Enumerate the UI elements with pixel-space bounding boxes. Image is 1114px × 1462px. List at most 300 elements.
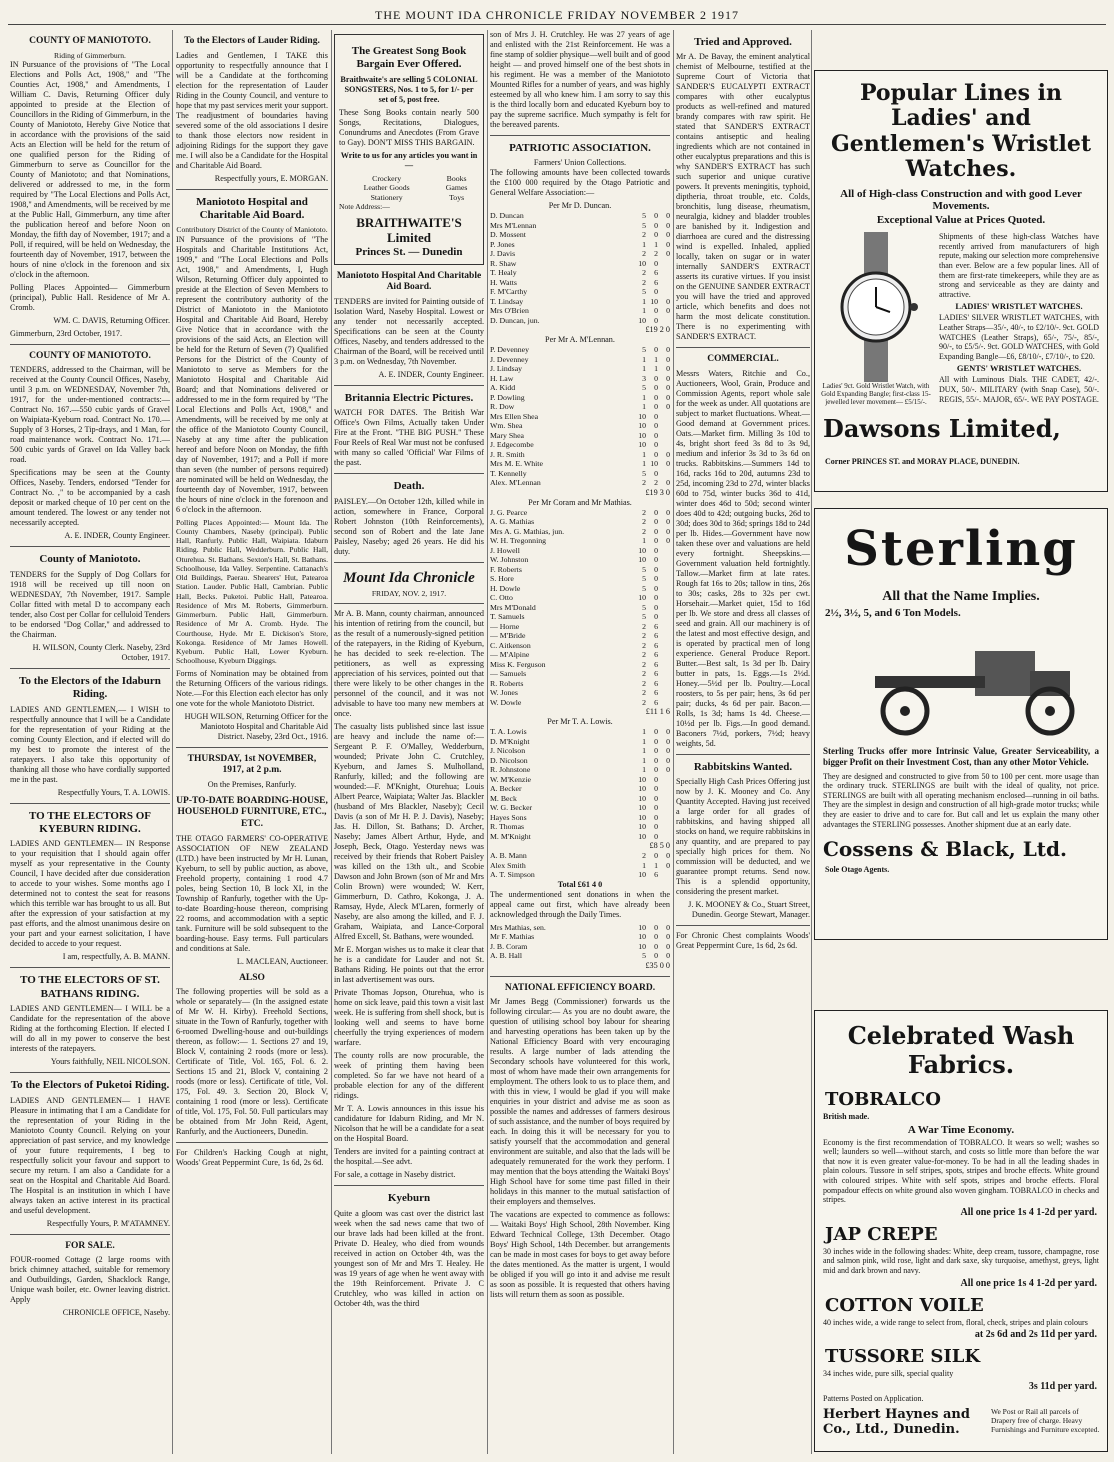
table-row: [490, 345, 670, 355]
ad-brand: Dawsons Limited,: [823, 414, 1061, 444]
amount-cell: 1: [654, 860, 658, 870]
donor-name: — Horne: [490, 621, 520, 631]
amount-cell: 0: [666, 526, 670, 536]
amount-cell: [658, 546, 670, 556]
ad-text: 30 inches wide in the following shades: White, deep cream, tussore, champagne, rose and salmon pink, wild rose, light and dark saxe, sky turquoise, amethyst, greys, light mid and dark brown and navy.: [823, 1246, 1099, 1275]
donor-name: A. Becker: [490, 784, 522, 794]
notice-body: TENDERS are invited for Painting outside of Isolation Ward, Naseby Hospital. Lowest or any tender not necessarily accepted. Specifications can be seen at the County Offices, Naseby, and tenders addressed to the Chairman of the Board, will be received until 3 p.m. on Wednesday, 7th November.: [334, 296, 484, 366]
ad-subheading: 2½, 3½, 5, and 6 Ton Models.: [825, 607, 961, 619]
divider: [676, 754, 810, 755]
amount-cell: 2: [642, 851, 646, 861]
news-paragraph: Mr A. B. Mann, county chairman, announced his intention of retiring from the council, but as the result of a numerously-signed petition of the ratepayers, in the Riding of Kyeburn, he has decided to seek re-election. The petitioners, as well as expressing appreciation of his services, pointed out that there were likely to be other changes in the personnel of the council, and it was not advisable to have too many new members at once.: [334, 609, 484, 719]
amount-cell: 1: [642, 736, 646, 746]
amount-cell: [658, 565, 670, 575]
amount-cell: 0: [654, 345, 658, 355]
donor-name: Alex Smith: [490, 860, 526, 870]
donor-name: Mr F. Mathias: [490, 932, 535, 942]
amount-cell: 1: [642, 860, 646, 870]
notice-heading: To the Electors of the Idaburn Riding.: [19, 674, 161, 701]
notice-body: Polling Places Appointed— Gimmerburn (principal), Public Hall. Residence of Mr A. Cromb.: [10, 282, 170, 312]
donor-name: H. Watts: [490, 277, 517, 287]
amount-cell: 10: [638, 803, 646, 813]
amount-cell: 10: [638, 870, 646, 880]
amount-cell: 5: [642, 564, 646, 574]
amount-cell: 0: [654, 430, 658, 440]
amount-cell: [658, 412, 670, 422]
table-row: [490, 612, 670, 622]
news-paragraph: Specially High Cash Prices Offering just now by J. K. Mooney and Co. Any Quantity Accepted. Having just received a large order for all grades of rabbitskins, and having shipped all stocks on hand, we require rabbitskins in any quantity, and are prepared to pay specially high prices for them. No commission will be deducted, and we guarantee prompt returns. Send now. This is a splendid opportunity, considering the present market.: [676, 777, 810, 897]
amount-cell: 0: [666, 249, 670, 259]
signature: Respectfully yours, E. MORGAN.: [214, 173, 328, 183]
amount-cell: [658, 421, 670, 431]
notice-subheading: On the Premises, Ranfurly.: [207, 779, 297, 789]
amount-cell: 0: [654, 941, 658, 951]
notice-body: LADIES AND GENTLEMEN,— I WISH to respectfully announce that I will be a Candidate for the representation of your Riding at the coming County Election, and if elected will do my best to promote the interest of the ratepayers. I also take this opportunity of thanking all those who have cordially supported me in the past.: [10, 704, 170, 784]
ad-text: 34 inches wide, pure silk, special quality: [823, 1369, 954, 1379]
ad-agent-note: Sole Otago Agents.: [825, 865, 890, 875]
amount-cell: 5: [642, 574, 646, 584]
list-total: £19 2 0: [645, 325, 670, 335]
notice-heading: Maniototo Hospital and Charitable Aid Board.: [196, 195, 308, 221]
amount-cell: [658, 698, 670, 708]
amount-cell: 0: [666, 306, 670, 316]
table-row: [490, 574, 670, 584]
news-paragraph: For sale, a cottage in Naseby district.: [334, 1170, 456, 1180]
news-paragraph: Mr T. A. Lowis announces in this issue his candidature for Idaburn Riding, and Mr N. Nicolson that he will be a candidate for a seat on the Hospital Board.: [334, 1104, 484, 1144]
table-row: [490, 951, 670, 961]
table-row: [490, 679, 670, 689]
donor-name: Wm. Shea: [490, 421, 523, 431]
amount-cell: 0: [654, 507, 658, 517]
amount-cell: 0: [654, 211, 658, 221]
column-4: [490, 30, 670, 1454]
divider: [490, 976, 670, 977]
amount-cell: [658, 784, 670, 794]
amount-cell: 0: [666, 922, 670, 932]
masthead: THE MOUNT IDA CHRONICLE FRIDAY NOVEMBER 2 1917: [375, 8, 739, 22]
donor-name: Mrs M. E. White: [490, 459, 543, 469]
amount-cell: 10: [638, 545, 646, 555]
table-row: [490, 459, 670, 469]
amount-cell: 0: [666, 727, 670, 737]
donor-name: J. Davis: [490, 249, 516, 259]
amount-cell: 5: [642, 287, 646, 297]
list-item: Toys: [449, 192, 465, 202]
table-row: [490, 536, 670, 546]
ad-subheading: All of High-class Construction and with good Lever Movements.: [840, 188, 1082, 213]
amount-cell: 2: [654, 249, 658, 259]
ad-text: Patterns Posted on Application.: [823, 1393, 924, 1403]
amount-cell: 6: [654, 621, 658, 631]
amount-cell: 0: [666, 392, 670, 402]
table-row: [490, 374, 670, 384]
list-total: £8 5 0: [649, 841, 670, 851]
notice-body: LADIES AND GENTLEMEN— I HAVE Pleasure in intimating that I am a Candidate for the representation of your Riding in the Maniototo County Council. Relying on your appreciation of past service, and my knowledge of your future requirements, I beg to respectfully solicit your favour and support to secure my return. I am also a Candidate for a seat on the Hospital and Charitable Aid Board. The Hospital is an institution in which I have always taken an active interest in its practical and useful development.: [10, 1095, 170, 1215]
donor-name: J. Nicolson: [490, 746, 526, 756]
fabric-name: JAP CREPE: [825, 1223, 938, 1245]
table-row: [490, 393, 670, 403]
amount-cell: 2: [642, 669, 646, 679]
notice-body: Polling Places Appointed:— Mount Ida. The County Chambers, Naseby (principal). Public Hall, Ranfurly. Public Hall, Waipiata. Idaburn Riding. Public Hall, Wedderburn. Public Hall, Oturehua. St. Bathans. Sexton's Hall, St. Bathans. Schoolhouse, Ida Valley. Serpentine. Cattanach's Old Buildings, Paerau. Shearers' Hut, Patearoa Station. Lauder. Public Hall, Cambrian. Public Hall, Becks. Puketoi. Public Hall, Patearoa. Residence of Mrs M. Roberts, Gimmerburn. Gimmerburn. Public Hall, Gimmerburn. Residence of Mr A. Cromb. Hyde. The Courthouse, Hyde. Mr E. Dickison's Store, Kokonga. Residence of Mr James Howell. Kyeburn. Public Hall, Lower Kyeburn. Schoolhouse, Kyeburn Diggings.: [176, 517, 328, 666]
donor-name: D. M'Knight: [490, 736, 530, 746]
amount-cell: 0: [654, 727, 658, 737]
amount-cell: 2: [642, 277, 646, 287]
amount-cell: 0: [666, 478, 670, 488]
column-1: [10, 30, 170, 1454]
donor-name: D. Duncan: [490, 211, 524, 221]
amount-cell: 2: [642, 526, 646, 536]
amount-cell: 5: [642, 602, 646, 612]
amount-cell: 6: [654, 870, 658, 880]
donor-name: A. B. Hall: [490, 951, 523, 961]
ad-text: British made.: [823, 1112, 870, 1121]
table-row: [490, 794, 670, 804]
amount-cell: 0: [666, 951, 670, 961]
donor-name: W. Johnston: [490, 555, 529, 565]
donor-name: W. Dowle: [490, 697, 522, 707]
amount-cell: 0: [666, 449, 670, 459]
amount-cell: 0: [654, 411, 658, 421]
amount-cell: 6: [654, 697, 658, 707]
table-row: [490, 249, 670, 259]
watch-caption: Ladies' 9ct. Gold Wristlet Watch, with Gold Expanding Bangle; first-class 15-jewelled lever movement— £5/15/-.: [821, 382, 931, 407]
table-row: [490, 832, 670, 842]
notice-heading: Kyeburn: [387, 1192, 431, 1205]
notice-heading: NATIONAL EFFICIENCY BOARD.: [504, 982, 656, 993]
divider: [10, 546, 170, 547]
amount-cell: 0: [666, 296, 670, 306]
divider: [176, 189, 328, 190]
amount-cell: 10: [638, 831, 646, 841]
donor-name: W. H. Tregonning: [490, 536, 547, 546]
news-paragraph: Messrs Waters, Ritchie and Co., Auctioneers, Wool, Grain, Produce and Commission Agents, report whole sale for the week as under. All quotations are subject to market fluctuations. Wheat.—Good demand at Government prices. Oats.—Market firm. Milling 3s 10d to 4s, bright short feed 3s 8d to 3s 9d, medium and inferior 3s 3d to 3s 6d on trucks. Rabbitskins.—Summers 14d to 16d, racks 16d to 20d, autumns 23d to 25d, incoming 23d to 27d, winter blacks 60d to 75d, winter bucks 36d to 41d, winter does 46d to 50d; second winter does 40d to 42d; outgoing bucks, 26d to 30d; does 30d to 36d; springs 18d to 24d per lb. Hides.—Government have now taken these over and valuations are held every fortnight. Sheepskins.—Government valuation held fortnightly. Tallow.—Market firm at late rates. Rough fat 16s to 20s; tallow in tins, 26s to 30s; casks, 28s to 32s per cwt. Horsehair.—Market quiet, 15d to 16d per lb. We store and dress all classes of seed and grain. All our machinery is of the latest and most effective design, and is operated by practical men of long experience. General Produce Report. Butter.—Best salt, 1s 3d per lb. Dairy butter in pats, 1s. Eggs.—1s 2½d. Honey.—5½d per lb. Poultry.—Local roosters, to 5s per pair; hens, 3s 6d per pair; ducks, 4s 6d per pair. Bacon.—Rolls, 1s 3d; hams 1s 4d. Cheese.—10½d per lb. Figs.—In good demand. Baconers 7½d, porkers, 7½d; heavy weights, 5d.: [676, 368, 810, 748]
amount-cell: 5: [642, 612, 646, 622]
donor-name: W. Jones: [490, 688, 518, 698]
amount-cell: 0: [654, 746, 658, 756]
notice-heading: TO THE ELECTORS OF ST. BATHANS RIDING.: [20, 974, 160, 1000]
notice-body: TENDERS for the Supply of Dog Collars for 1918 will be received up till noon on WEDNESDAY, 7th November, 1917. Sample Collar fitted with metal D to accompany each tender, also Cost per Collar for celluloid Tenders to be endorsed "Dog Collar," and addressed to the Chairman.: [10, 569, 170, 639]
table-row: [490, 813, 670, 823]
donor-name: — Samuels: [490, 669, 527, 679]
amount-cell: 2: [642, 268, 646, 278]
table-row: [490, 631, 670, 641]
ad-text: All with Luminous Dials. THE CADET, 42/-. DUX, 50/-. MILITARY (with Snap Case), 50/-. REGIS, 55/-. MAJOR, 65/-. WE PAY POSTAGE.: [939, 375, 1099, 404]
table-row: [490, 211, 670, 221]
divider: [676, 347, 810, 348]
signature: I am, respectfully, A. B. MANN.: [62, 952, 170, 962]
column-divider: [172, 30, 173, 1454]
notice-heading: Maniototo Hospital And Charitable Aid Board.: [336, 270, 482, 293]
subscription-table: [490, 211, 670, 325]
amount-cell: 10: [638, 922, 646, 932]
list-item: Crockery: [372, 173, 402, 183]
signature: H. WILSON, County Clerk. Naseby, 23rd October, 1917.: [32, 642, 170, 662]
donor-name: A. Kidd: [490, 383, 516, 393]
divider: [176, 1142, 328, 1143]
column-5: [676, 30, 810, 1454]
news-paragraph: Mr E. Morgan wishes us to make it clear that he is a candidate for Lauder and not St. Bathans Riding. He points out that the error in last advertisement was ours.: [334, 945, 484, 985]
donor-name: P. Dowling: [490, 392, 525, 402]
news-paragraph: The casualty lists published since last issue are heavy and include the name of:—Sergeant P. F. O'Malley, Wedderburn, wounded; Private John C. Crutchley, Kyeburn, and James S. Mulholland, Ranfurly, killed; and the following are wounded:—F. M'Knight, Oturehua; Louis Albert Pearce, Waipiata; Walter Jas. Blackler (husband of Mrs Blackler, Naseby); Cecil Davis (a son of Mr H. P. J. Davis), Naseby; Jas. H. Dillon, St. Bathans; D. Archer, Naseby; James Albert Arthur, Hyde, and Joseph, Beck, Otago. Yesterday news was received by their friends that Robert Paisley was killed on the 13th ult., and Scobie Dawson and John Brown (son of Mr and Mrs Colin Brown) were wounded; W. Kerr, Gimmerburn, D. Cathro, Kokonga, J. A. Ramsay, Hyde, Aleck M'Laren, formerly of Naseby, are also among the killed, and F. J. Graham, Waipiata, and Lance-Corporal Alfred Excell, St. Bathans, were wounded.: [334, 722, 484, 942]
donor-name: C. Aitkenson: [490, 640, 531, 650]
ad-box: [334, 34, 484, 265]
donor-name: T. A. Lowis: [490, 727, 527, 737]
donor-name: Mary Shea: [490, 430, 524, 440]
amount-cell: 1: [642, 449, 646, 459]
ad-heading: The Greatest Song Book Bargain Ever Offered.: [351, 45, 467, 71]
news-paragraph: Private Thomas Jopson, Oturehua, who is home on sick leave, paid this town a visit last week. He is suffering from shell shock, but is looking well and seems to have borne cheerfully the trying experiences of modern warfare.: [334, 988, 484, 1048]
donor-name: A. B. Mann: [490, 851, 527, 861]
amount-cell: 1: [654, 364, 658, 374]
donor-name: R. Roberts: [490, 678, 524, 688]
list-total: £35 0 0: [645, 960, 670, 970]
ad-text: Note Address:—: [339, 202, 390, 212]
news-paragraph: The county rolls are now procurable, the week of printing them having been completed. So far we have not heard of a probable election for any of the different ridings.: [334, 1051, 484, 1101]
amount-cell: [658, 268, 670, 278]
fabric-price: All one price 1s 4 1-2d per yard.: [960, 1206, 1097, 1218]
amount-cell: 6: [654, 650, 658, 660]
table-row: [490, 688, 670, 698]
amount-cell: 0: [654, 545, 658, 555]
amount-cell: 10: [638, 555, 646, 565]
table-row: [490, 527, 670, 537]
table-row: [490, 421, 670, 431]
amount-cell: 2: [642, 640, 646, 650]
table-row: [490, 746, 670, 756]
notice-body: TENDERS, addressed to the Chairman, will be received at the County Council Offices, Naseby, until 3 p.m. on WEDNESDAY, November 7th, 1917, for the under-mentioned contracts:— Contract No. 167.—550 cubic yards of Gravel on Waipiata-Kyeburn road. Contract No. 170.—Supply of 3 Horses, 2 Tip-drays, and 1 Man, for road maintenance work. Contract No. 171.—500 cubic yards of Gravel on Ida Valley back road.: [10, 365, 170, 465]
amount-cell: [658, 679, 670, 689]
table-row: [490, 851, 670, 861]
divider: [334, 1185, 484, 1186]
amount-cell: 6: [654, 631, 658, 641]
list-item: Leather Goods: [363, 183, 410, 193]
amount-cell: 5: [642, 468, 646, 478]
amount-cell: 0: [654, 449, 658, 459]
divider: [10, 668, 170, 669]
table-row: [490, 765, 670, 775]
list-group-heading: Per Mr D. Duncan.: [548, 201, 612, 211]
amount-cell: 2: [654, 478, 658, 488]
list-group-heading: Per Mr Coram and Mr Mathias.: [528, 497, 632, 507]
amount-cell: [658, 794, 670, 804]
table-row: [490, 923, 670, 933]
amount-cell: 0: [654, 951, 658, 961]
divider: [676, 925, 810, 926]
amount-cell: 0: [666, 459, 670, 469]
ad-subheading: All that the Name Implies.: [882, 589, 1040, 604]
amount-cell: 0: [666, 239, 670, 249]
divider: [334, 385, 484, 386]
donor-name: Mrs O'Brien: [490, 306, 529, 316]
amount-cell: 0: [654, 822, 658, 832]
table-row: [490, 727, 670, 737]
amount-cell: 10: [638, 822, 646, 832]
amount-cell: 10: [638, 941, 646, 951]
column-divider: [811, 30, 812, 1454]
table-row: [490, 412, 670, 422]
donor-name: — M'Bride: [490, 631, 526, 641]
notice-heading: COMMERCIAL.: [707, 354, 779, 365]
amount-cell: 2: [642, 688, 646, 698]
news-paragraph: The vacations are expected to commence as follows:— Waitaki Boys' High School, 28th November. King Edward Technical College, 13th December. Otago Boys' High School, 14th December. but arrangements can be made in most cases for boys to get away before the dates mentioned. As the matter is urgent, I would be obliged if you will go into it and advise me result as soon as possible. It is requested that others having lists will return them as soon as possible.: [490, 1210, 670, 1300]
list-item: Stationery: [370, 192, 403, 202]
donor-name: J. Howell: [490, 545, 520, 555]
table-row: [490, 268, 670, 278]
notice-subheading: Contributory District of the County of Maniototo.: [176, 225, 328, 235]
donor-name: R. Dow: [490, 402, 515, 412]
amount-cell: 0: [654, 555, 658, 565]
amount-cell: [658, 278, 670, 288]
watch-advertisement: [814, 70, 1108, 492]
notice-heading: Rabbitskins Wanted.: [693, 760, 793, 773]
notice-body: WATCH FOR DATES. The British War Office's Own Films, Actually taken Under Fire at the Front. "THE BIG PUSH." These Four Reels of Real War must not be confused with many so called 'Official' War Films of the past.: [334, 408, 484, 468]
amount-cell: 2: [642, 631, 646, 641]
paper-title: Mount Ida Chronicle: [343, 569, 475, 586]
table-row: [490, 221, 670, 231]
table-row: [490, 478, 670, 488]
table-row: [490, 546, 670, 556]
amount-cell: 0: [666, 354, 670, 364]
signature: HUGH WILSON, Returning Officer for the Maniototo Hospital and Charitable Aid District. Naseby, 23rd Oct., 1916.: [184, 711, 328, 741]
amount-cell: 0: [654, 593, 658, 603]
table-row: [490, 803, 670, 813]
donor-name: R. Thomas: [490, 822, 525, 832]
ad-address: Corner PRINCES ST. and MORAY PLACE, DUNEDIN.: [825, 457, 1020, 467]
divider: [10, 1072, 170, 1073]
subscription-table: [490, 851, 670, 880]
amount-cell: 0: [666, 851, 670, 861]
amount-cell: 6: [654, 268, 658, 278]
amount-cell: 0: [654, 803, 658, 813]
amount-cell: [658, 870, 670, 880]
subscription-table: [490, 508, 670, 708]
signature: CHRONICLE OFFICE, Naseby.: [62, 1308, 170, 1318]
donor-name: R. Johnstone: [490, 765, 531, 775]
news-paragraph: son of Mrs J. H. Crutchley. He was 27 years of age and enlisted with the 21st Reinforcement. He was a fine stamp of soldier physique—well built and of good height — and proved himself one of the best shots in his regiment. He was a member of the Maniototo Mounted Rifles for a number of years, and was highly esteemed by all who knew him. I am sorry to say this is the third locally born and educated Kyeburn boy to pay the supreme sacrifice. Much sympathy is felt for the bereaved parents.: [490, 30, 670, 129]
amount-cell: 0: [654, 536, 658, 546]
notice-heading: ALSO: [239, 972, 265, 983]
ad-subheading: LADIES' WRISTLET WATCHES.: [955, 301, 1083, 312]
notice-heading: County of Maniototo.: [39, 553, 141, 566]
signature: A. E. INDER, County Engineer.: [378, 369, 484, 379]
item-list: [339, 174, 479, 203]
table-row: [490, 383, 670, 393]
amount-cell: 0: [666, 941, 670, 951]
column-divider: [673, 30, 674, 1454]
notice-heading: COUNTY OF MANIOTOTO.: [29, 350, 151, 361]
amount-cell: 1: [642, 306, 646, 316]
table-row: [490, 230, 670, 240]
amount-cell: 5: [642, 211, 646, 221]
table-row: [490, 469, 670, 479]
amount-cell: [658, 822, 670, 832]
amount-cell: 2: [642, 507, 646, 517]
table-row: [490, 240, 670, 250]
donor-name: J. Lindsay: [490, 364, 523, 374]
table-row: [490, 306, 670, 316]
amount-cell: 5: [642, 345, 646, 355]
amount-cell: 0: [666, 345, 670, 355]
donor-name: H. Law: [490, 373, 514, 383]
donor-name: J. Edgecombe: [490, 440, 534, 450]
ad-heading: Popular Lines in Ladies' and Gentlemen's Wristlet Watches.: [830, 80, 1092, 182]
amount-cell: 10: [650, 459, 658, 469]
table-row: [490, 593, 670, 603]
amount-cell: 0: [654, 574, 658, 584]
donor-name: W. M'Kenzie: [490, 774, 531, 784]
donor-name: R. Shaw: [490, 258, 517, 268]
amount-cell: 0: [654, 583, 658, 593]
divider: [334, 603, 484, 604]
notice-heading: THURSDAY, 1st NOVEMBER, 1917, at 2 p.m.: [187, 753, 317, 776]
table-row: [490, 440, 670, 450]
amount-cell: 0: [654, 383, 658, 393]
notice-heading: COUNTY OF MANIOTOTO.: [29, 36, 151, 46]
amount-cell: 2: [642, 678, 646, 688]
amount-cell: 10: [638, 774, 646, 784]
amount-cell: 1: [642, 296, 646, 306]
table-row: [490, 737, 670, 747]
subscription-table: [490, 923, 670, 961]
amount-cell: 0: [654, 306, 658, 316]
amount-cell: 0: [654, 468, 658, 478]
amount-cell: 2: [642, 478, 646, 488]
amount-cell: 0: [666, 507, 670, 517]
amount-cell: 10: [638, 421, 646, 431]
amount-cell: 0: [654, 526, 658, 536]
amount-cell: 0: [666, 860, 670, 870]
ad-address: Princes St. — Dunedin: [355, 246, 463, 259]
table-row: [490, 784, 670, 794]
ad-text: 40 inches wide, a wide range to select from, floral, check, stripes and plain colours: [823, 1317, 1088, 1327]
ad-text: They are designed and constructed to give from 50 to 100 per cent. more usage than the ordinary truck. STERLINGS are built with the ideal of quality, not price. STERLINGS are built with all operating mechanism enclosed—running in oil baths. They are the simplest in design and construction of all high-grade motor trucks; while they are easier to drive and to care for. But call and let us explain the many other advantages the STERLING possesses. Another shipment due at an early date.: [823, 771, 1099, 829]
ad-brand: Sterling: [844, 521, 1078, 577]
donor-name: H. Dowle: [490, 583, 521, 593]
amount-cell: 1: [642, 727, 646, 737]
amount-cell: 0: [654, 230, 658, 240]
amount-cell: [658, 775, 670, 785]
table-row: [490, 278, 670, 288]
amount-cell: [658, 641, 670, 651]
donor-name: M. M'Knight: [490, 831, 531, 841]
signature: Yours faithfully, NEIL NICOLSON.: [50, 1057, 170, 1067]
amount-cell: 0: [654, 373, 658, 383]
amount-cell: [658, 813, 670, 823]
signature: A. E. INDER, County Engineer.: [64, 531, 170, 541]
list-total: £11 1 6: [645, 707, 670, 717]
amount-cell: [658, 832, 670, 842]
ad-brand: Herbert Haynes and Co., Ltd., Dunedin.: [823, 1407, 970, 1438]
signature: Respectfully Yours, P. M'ATAMNEY.: [46, 1218, 170, 1228]
amount-cell: 0: [654, 517, 658, 527]
table-row: [490, 402, 670, 412]
masthead-rule: [8, 24, 1106, 25]
news-paragraph: The following amounts have been collected towards the £100 000 required by the Otago Patriotic and General Welfare Association:—: [490, 168, 670, 198]
amount-cell: 0: [654, 851, 658, 861]
donor-name: Alex. M'Lennan: [490, 478, 541, 488]
donor-name: J. G. Pearce: [490, 507, 528, 517]
notice-body: The following properties will be sold as a whole or separately— (In the assigned estate of Mr W. H. Kirby). Freehold Sections, situate in the Town of Ranfurly, together with 6-roomed Dwelling-house and out-buildings thereon, as follow:— 1. Sections 27 and 19, Block V, containing 2 roods (more or less). Certificate of Title, Vol. 165, Fol. 6. 2. Sections 15 and 21, Block V, containing 2 roods (more or less). Certificate of title, Vol. 175, Fol. 49. 3. Section 20, Block V, containing 1 rood (more or less). Certificate of title, Vol. 175, Fol. 50. Full particulars may be obtained from Mr John Reid, Agent, Ranfurly, and the Auctioneers, Dunedin.: [176, 987, 328, 1137]
table-row: [490, 517, 670, 527]
notice-heading: To the Electors of Lauder Riding.: [184, 36, 320, 46]
signature: WM. C. DAVIS, Returning Officer.: [53, 315, 170, 325]
amount-cell: 0: [654, 258, 658, 268]
amount-cell: 0: [654, 812, 658, 822]
amount-cell: 6: [654, 659, 658, 669]
table-row: [490, 297, 670, 307]
fabric-name: COTTON VOILE: [825, 1294, 984, 1316]
donor-name: Mrs Mathias, sen.: [490, 922, 546, 932]
